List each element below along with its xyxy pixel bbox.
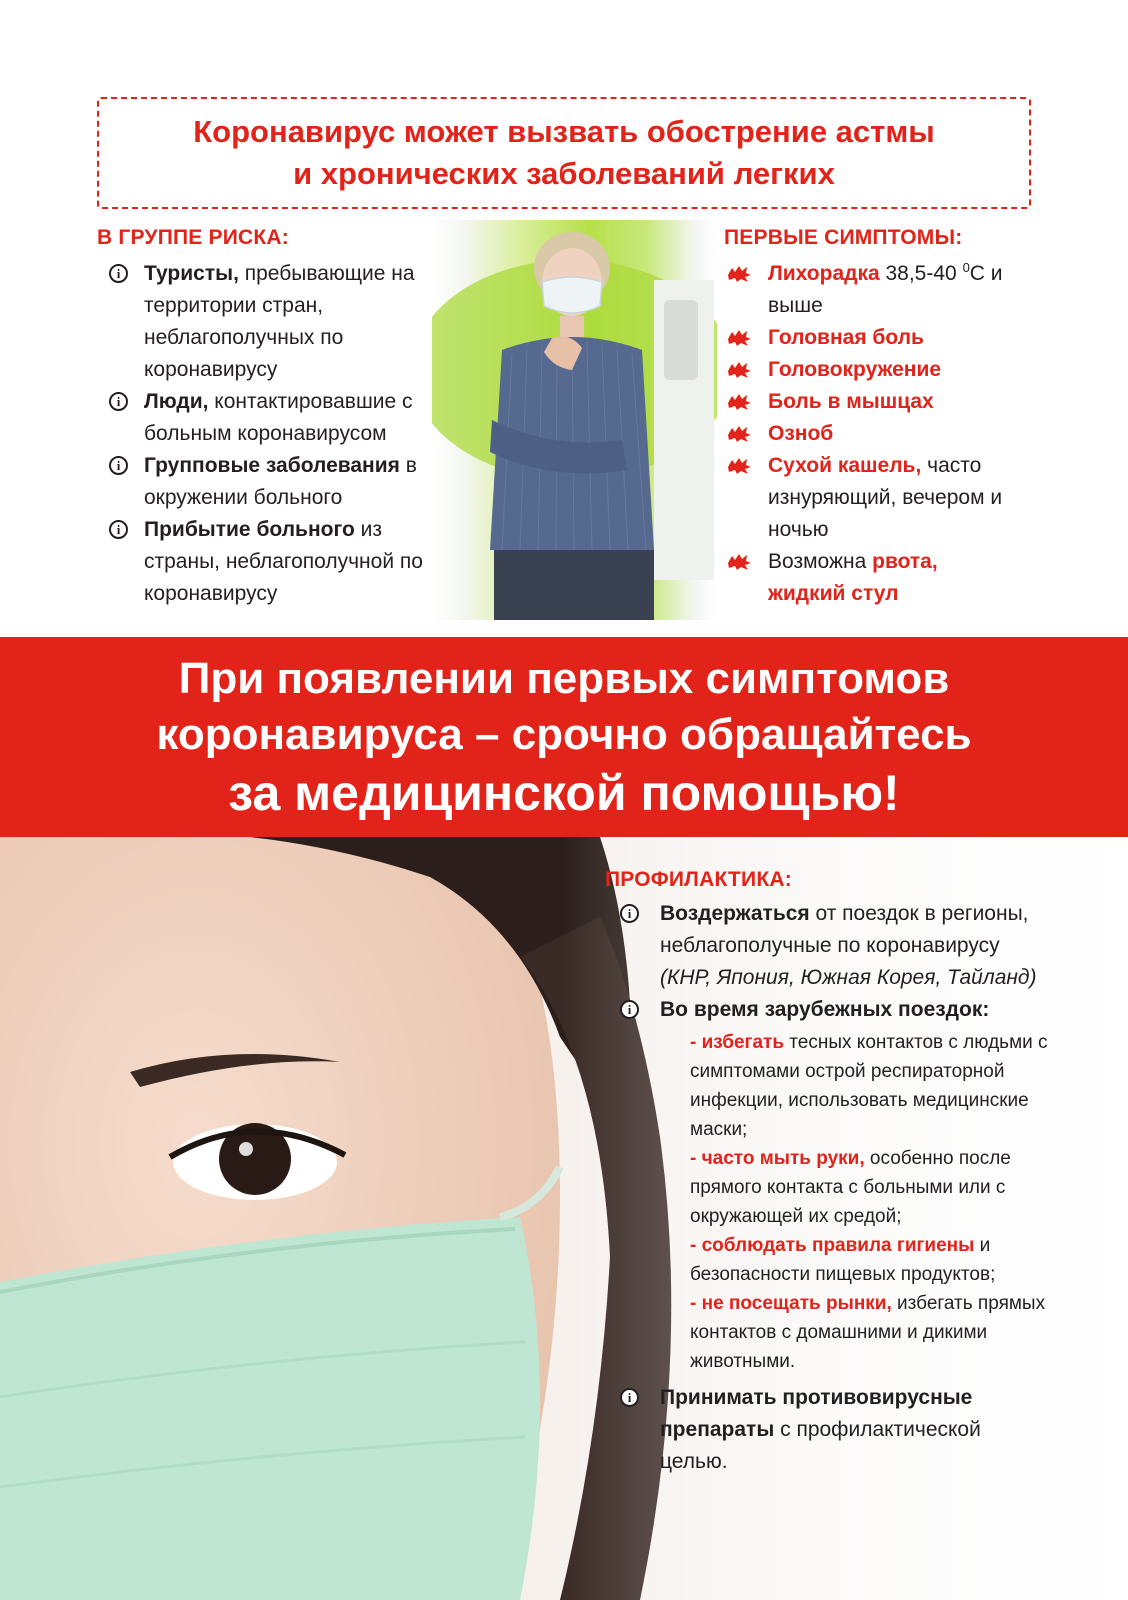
info-icon: i: [620, 1000, 639, 1019]
item-text: пребывающие на территории стран, неблагополучных по коронавирусу: [144, 262, 415, 381]
virus-icon: [726, 361, 752, 379]
vomit-text: Возможна: [768, 550, 873, 573]
cough-text: часто изнуряющий, вечером и ночью: [768, 454, 1003, 541]
countries-note: (КНР, Япония, Южная Корея, Тайланд): [660, 966, 1037, 989]
cough-label: Сухой кашель,: [768, 454, 922, 477]
list-item: [108, 258, 438, 386]
celsius-unit: С: [969, 262, 985, 285]
item-text: из страны, неблагополучной по коронавирусу: [144, 518, 423, 605]
sub-item: [690, 1144, 1050, 1231]
list-item: [108, 450, 438, 514]
item-text: контактировавшие с больным коронавирусом: [144, 390, 413, 445]
item-bold: Групповые заболевания: [144, 454, 400, 477]
sub-item-text: и безопасности пищевых продуктов;: [690, 1235, 996, 1285]
symptom-item-fever: [724, 258, 1024, 322]
symptom-item-headache: [724, 322, 1024, 354]
risk-group-heading: В ГРУППЕ РИСКА:: [97, 226, 289, 249]
muscle-label: Боль в мышцах: [768, 390, 934, 413]
dizziness-label: Головокружение: [768, 358, 942, 381]
virus-icon: [726, 425, 752, 443]
virus-icon: [726, 457, 752, 475]
symptoms-list: [724, 258, 1024, 610]
abroad-sub-list: [690, 1028, 1050, 1376]
symptoms-heading: ПЕРВЫЕ СИМПТОМЫ:: [724, 226, 963, 249]
sub-item-key: - не посещать рынки,: [690, 1293, 892, 1314]
title-line-1: Коронавирус может вызвать обострение астмы: [193, 114, 935, 149]
sub-item-key: - соблюдать правила гигиены: [690, 1235, 975, 1256]
item-bold: Туристы,: [144, 262, 239, 285]
banner-line-2: коронавируса – срочно обращайтесь: [156, 710, 972, 759]
prevention-item-travel: [620, 898, 1050, 994]
item-text: от поездок в регионы, неблагополучные по коронавирусу: [660, 902, 1029, 957]
item-bold: Воздержаться: [660, 902, 810, 925]
sub-item-key: - часто мыть руки,: [690, 1148, 865, 1169]
info-icon: i: [109, 520, 128, 539]
prevention-item-abroad: [620, 994, 1050, 1376]
info-icon: i: [620, 1388, 639, 1407]
sub-item: [690, 1028, 1050, 1144]
banner-line-1: При появлении первых симптомов: [178, 654, 950, 703]
headache-label: Головная боль: [768, 326, 924, 349]
call-to-action-banner: [0, 637, 1128, 837]
risk-group-list: [108, 258, 438, 610]
virus-icon: [726, 553, 752, 571]
sub-item-key: - избегать: [690, 1032, 785, 1053]
banner-line-3: за медицинской помощью!: [228, 765, 900, 821]
item-text: с профилактической целью.: [660, 1418, 981, 1473]
info-icon: i: [620, 904, 639, 923]
symptom-item-vomit: [724, 546, 1024, 610]
woman-photo: [432, 220, 717, 620]
vomit-label: рвота,: [872, 550, 938, 573]
title-box: [97, 97, 1031, 209]
virus-icon: [726, 265, 752, 283]
prevention-heading: ПРОФИЛАКТИКА:: [605, 868, 792, 891]
symptom-item-dizziness: [724, 354, 1024, 386]
info-icon: i: [109, 456, 128, 475]
item-bold: Во время зарубежных поездок:: [660, 998, 990, 1021]
diarrhea-label: жидкий стул: [768, 582, 899, 605]
title-line-2: и хронических заболеваний легких: [293, 156, 835, 191]
sub-item-text: особенно после прямого контакта с больными или с окружающей их средой;: [690, 1148, 1011, 1227]
symptom-item-chills: [724, 418, 1024, 450]
woman-illustration: [432, 220, 717, 620]
virus-icon: [726, 393, 752, 411]
sub-item: [690, 1289, 1050, 1376]
degree-sup: 0: [962, 260, 970, 275]
info-icon: i: [109, 392, 128, 411]
fever-text: 38,5-40: [879, 262, 963, 285]
item-text: в окружении больного: [144, 454, 417, 509]
list-item: [108, 514, 438, 610]
fever-label: Лихорадка: [768, 262, 880, 285]
sub-item-text: избегать прямых контактов с домашними и дикими животными.: [690, 1293, 1046, 1372]
item-bold: Люди,: [144, 390, 209, 413]
item-bold: Принимать противовирусные препараты: [660, 1386, 973, 1441]
info-icon: i: [109, 264, 128, 283]
virus-icon: [726, 329, 752, 347]
sub-item: [690, 1231, 1050, 1289]
symptom-item-muscle: [724, 386, 1024, 418]
list-item: [108, 386, 438, 450]
sub-item-text: тесных контактов с людьми с симптомами острой респираторной инфекции, использовать медицинские маски;: [690, 1032, 1048, 1140]
prevention-list: [620, 898, 1050, 1478]
item-bold: Прибытие больного: [144, 518, 355, 541]
fever-tail: и выше: [768, 262, 1003, 317]
prevention-item-antiviral: [620, 1382, 1050, 1478]
symptom-item-cough: [724, 450, 1024, 546]
chills-label: Озноб: [768, 422, 834, 445]
